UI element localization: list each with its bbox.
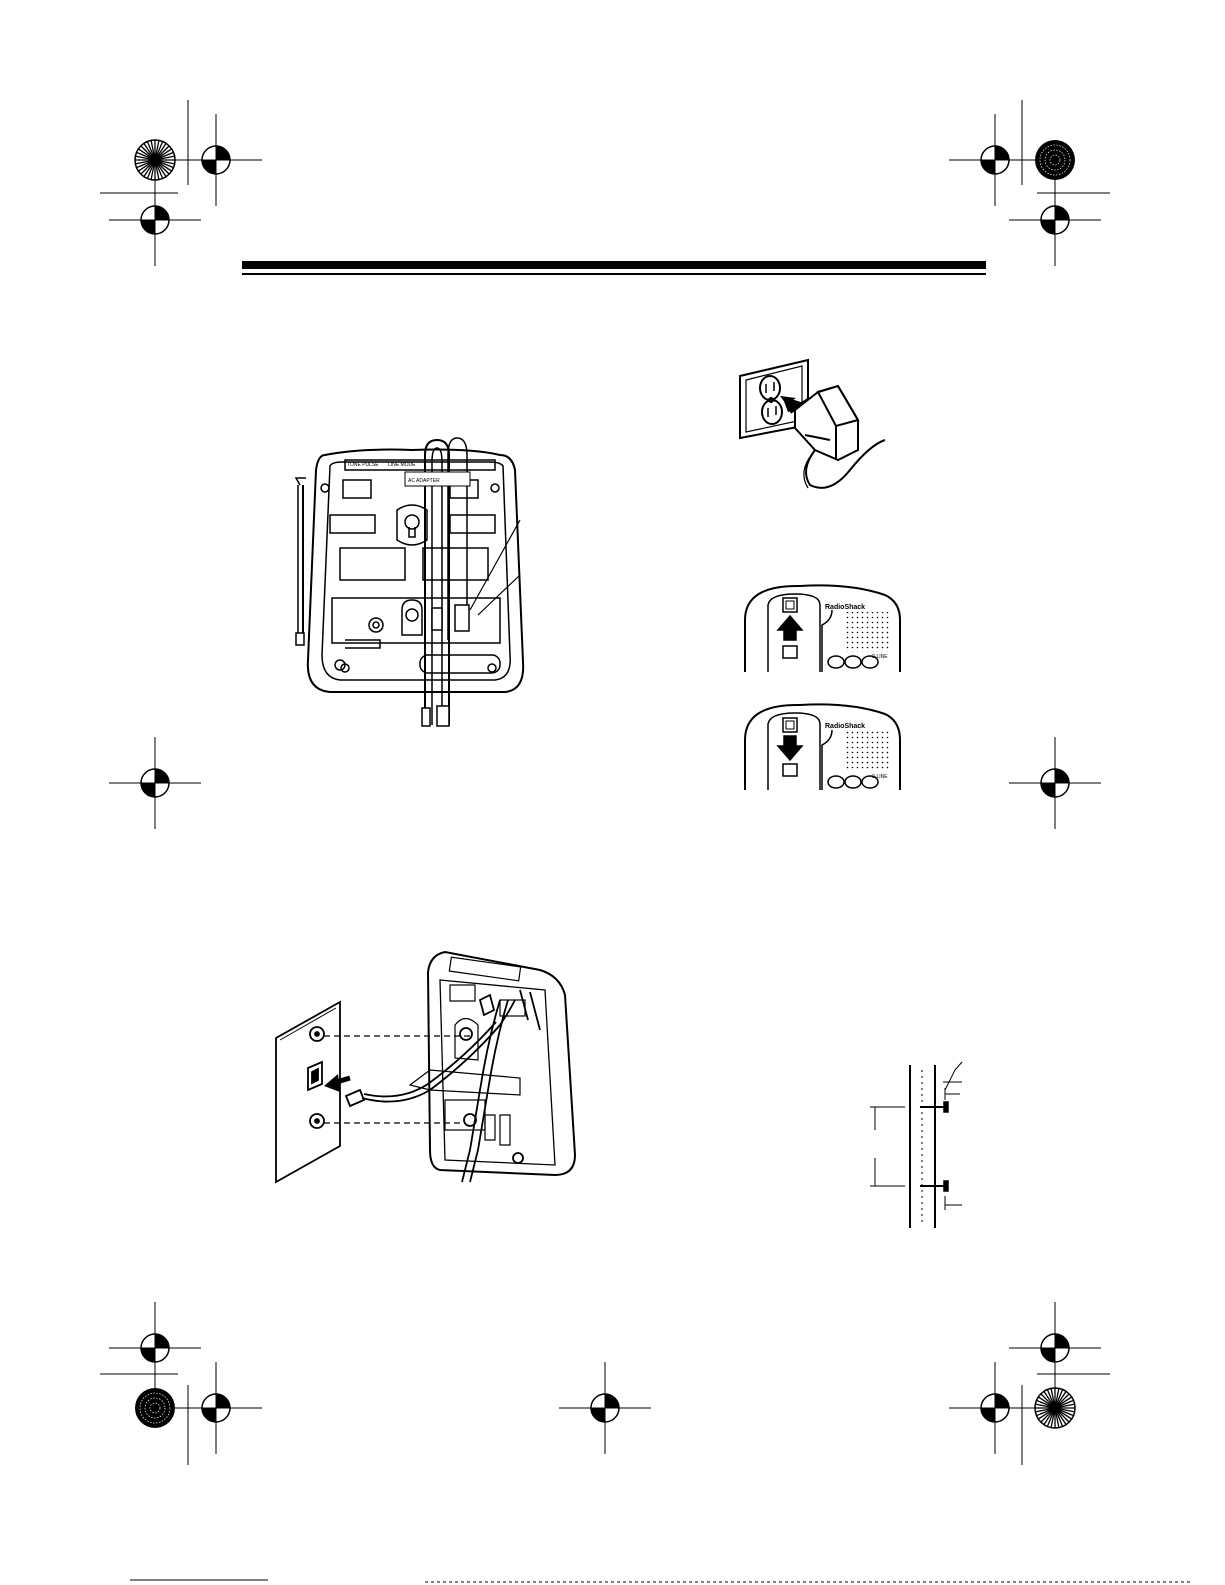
crosshair-registration-icon xyxy=(109,174,201,266)
jack-label-ac-adapter: AC ADAPTER xyxy=(408,478,440,484)
figure-wall-screws xyxy=(870,1062,962,1228)
figure-ac-adapter xyxy=(740,360,885,488)
crosshair-registration-icon xyxy=(1009,174,1101,266)
crosshair-registration-icon xyxy=(949,1362,1041,1454)
crosshair-registration-icon xyxy=(949,114,1041,206)
crosshair-registration-icon xyxy=(170,1362,262,1454)
registration-marks xyxy=(109,114,1101,1454)
page-edge-trim xyxy=(130,1580,1190,1582)
jack-label-line-mode: LINE MODE xyxy=(388,462,416,468)
crosshair-registration-icon xyxy=(109,1302,201,1394)
crosshair-registration-icon xyxy=(559,1362,651,1454)
brand-mark-top: RadioShack xyxy=(825,604,866,611)
crop-marks xyxy=(100,100,1110,1465)
header-rule xyxy=(242,261,986,275)
figure-wall-plate-mount xyxy=(276,952,575,1182)
line-label-bottom: 2-LINE xyxy=(872,774,888,780)
jack-label-tone-pulse: TONE PULSE xyxy=(347,462,379,468)
brand-mark-bottom: RadioShack xyxy=(825,723,866,730)
dark-registration-icon xyxy=(135,1388,175,1428)
crosshair-registration-icon xyxy=(1009,1302,1101,1394)
crosshair-registration-icon xyxy=(170,114,262,206)
crosshair-registration-icon xyxy=(109,737,201,829)
star-registration-icon xyxy=(1035,1388,1075,1428)
line-label-top: 2-LINE xyxy=(872,654,888,660)
crosshair-registration-icon xyxy=(1009,737,1101,829)
